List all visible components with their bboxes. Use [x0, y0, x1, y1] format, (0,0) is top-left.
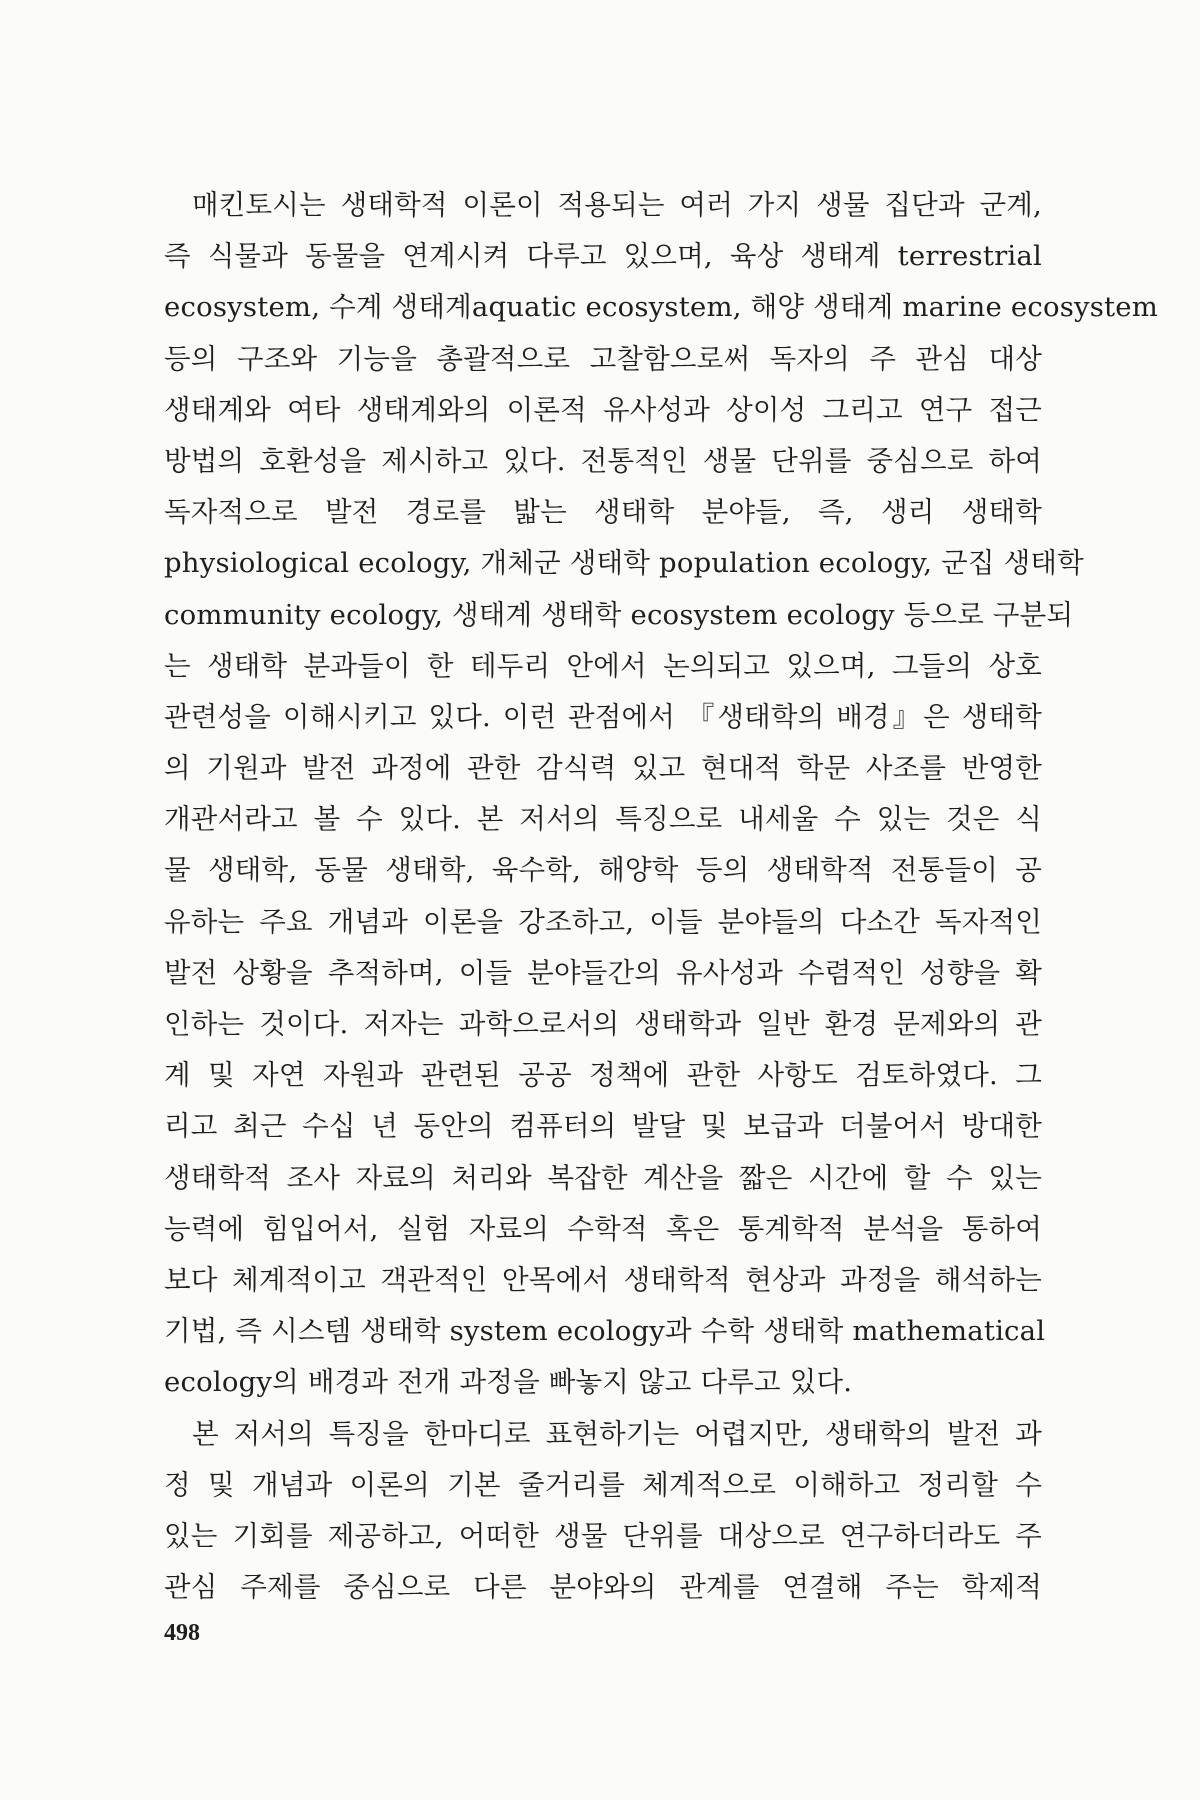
text-line: 는 생태학 분과들이 한 테두리 안에서 논의되고 있으며, 그들의 상호	[164, 649, 1042, 682]
text-line: 능력에 힘입어서, 실험 자료의 수학적 혹은 통계학적 분석을 통하여	[164, 1212, 1042, 1245]
text-line: 관심 주제를 중심으로 다른 분야와의 관계를 연결해 주는 학제적	[164, 1571, 1042, 1604]
text-line: 정 및 개념과 이론의 기본 줄거리를 체계적으로 이해하고 정리할 수	[164, 1468, 1042, 1501]
text-line: 등의 구조와 기능을 총괄적으로 고찰함으로써 독자의 주 관심 대상	[164, 342, 1042, 375]
text-line: 본 저서의 특징을 한마디로 표현하기는 어렵지만, 생태학의 발전 과	[192, 1417, 1042, 1450]
text-line: 물 생태학, 동물 생태학, 육수학, 해양학 등의 생태학적 전통들이 공	[164, 854, 1042, 887]
text-line: physiological ecology, 개체군 생태학 population ecology, 군집 생태학	[164, 547, 1084, 580]
text-line: 보다 체계적이고 객관적인 안목에서 생태학적 현상과 과정을 해석하는	[164, 1263, 1042, 1296]
text-line: 관련성을 이해시키고 있다. 이런 관점에서 『생태학의 배경』은 생태학	[164, 700, 1042, 733]
text-line: 독자적으로 발전 경로를 밟는 생태학 분야들, 즉, 생리 생태학	[164, 496, 1042, 529]
text-line: 유하는 주요 개념과 이론을 강조하고, 이들 분야들의 다소간 독자적인	[164, 905, 1042, 938]
paragraph-2	[164, 1409, 1042, 1614]
text-line: ecosystem, 수계 생태계aquatic ecosystem, 해양 생태계 marine ecosystem	[164, 291, 1159, 324]
text-line: 생태계와 여타 생태계와의 이론적 유사성과 상이성 그리고 연구 접근	[164, 393, 1042, 426]
text-line: 기법, 즉 시스템 생태학 system ecology과 수학 생태학 mathematical	[164, 1315, 1046, 1348]
text-line: 의 기원과 발전 과정에 관한 감식력 있고 현대적 학문 사조를 반영한	[164, 752, 1042, 785]
text-line: 계 및 자연 자원과 관련된 공공 정책에 관한 사항도 검토하였다. 그	[164, 1059, 1042, 1092]
text-line: 방법의 호환성을 제시하고 있다. 전통적인 생물 단위를 중심으로 하여	[164, 444, 1042, 477]
text-line: 인하는 것이다. 저자는 과학으로서의 생태학과 일반 환경 문제와의 관	[164, 1008, 1042, 1040]
text-line: 즉 식물과 동물을 연계시켜 다루고 있으며, 육상 생태계 terrestrial	[164, 240, 1042, 273]
text-line: community ecology, 생태계 생태학 ecosystem ecology 등으로 구분되	[164, 598, 1074, 631]
text-line: 리고 최근 수십 년 동안의 컴퓨터의 발달 및 보급과 더불어서 방대한	[164, 1110, 1042, 1143]
page-number: 498	[164, 1620, 200, 1646]
text-line: 생태학적 조사 자료의 처리와 복잡한 계산을 짧은 시간에 할 수 있는	[164, 1161, 1042, 1194]
text-line: 매킨토시는 생태학적 이론이 적용되는 여러 가지 생물 집단과 군계,	[192, 189, 1042, 221]
text-line: 있는 기회를 제공하고, 어떠한 생물 단위를 대상으로 연구하더라도 주	[164, 1519, 1042, 1552]
paragraph-1	[164, 180, 1159, 1409]
text-line: ecology의 배경과 전개 과정을 빠놓지 않고 다루고 있다.	[164, 1366, 853, 1399]
text-line: 개관서라고 볼 수 있다. 본 저서의 특징으로 내세울 수 있는 것은 식	[164, 803, 1042, 836]
text-line: 발전 상황을 추적하며, 이들 분야들간의 유사성과 수렴적인 성향을 확	[164, 956, 1042, 989]
body-text	[164, 180, 1159, 1613]
